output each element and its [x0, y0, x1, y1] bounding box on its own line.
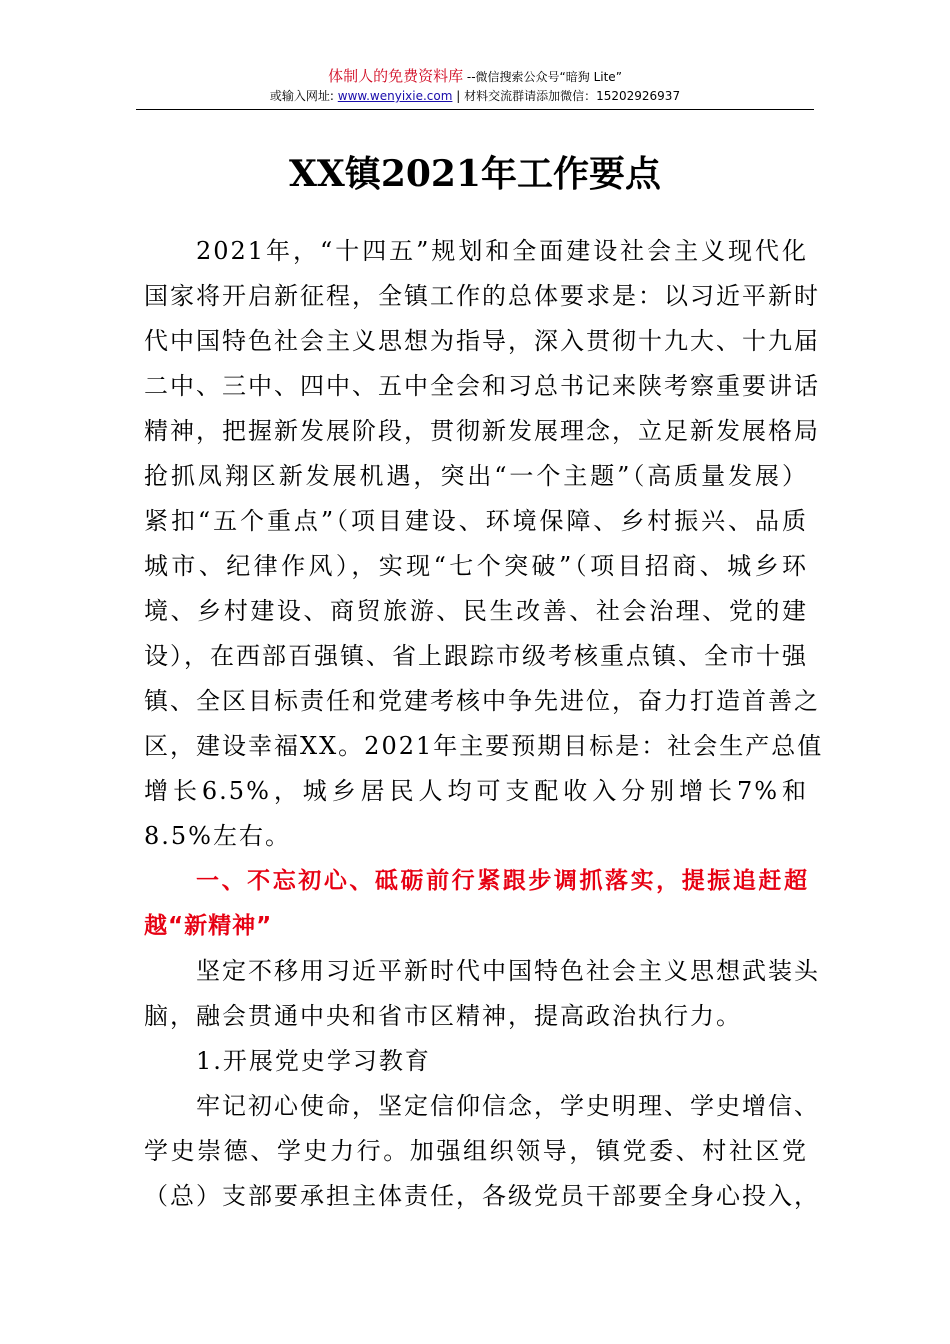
text-line: 城市、纪律作风），实现“七个突破”（项目招商、城乡环 [144, 552, 808, 580]
document-body [144, 229, 824, 1219]
text-line: 紧扣“五个重点”（项目建设、环境保障、乡村振兴、品质 [144, 507, 808, 535]
header-note: --微信搜索公众号“暗狗 Lite” [463, 70, 622, 84]
header-line-1 [136, 66, 814, 87]
intro-paragraph [144, 229, 824, 859]
text-line: 镇、全区目标责任和党建考核中争先进位，奋力打造首善之 [144, 687, 820, 715]
text-line: 精神，把握新发展阶段，贯彻新发展理念，立足新发展格局 [144, 417, 820, 445]
header-website-link[interactable]: www.wenyixie.com [337, 89, 453, 103]
text-line: 牢记初心使命，坚定信仰信念，学史明理、学史增信、 [196, 1092, 820, 1120]
text-line: 抢抓凤翔区新发展机遇，突出“一个主题”（高质量发展） [144, 462, 808, 490]
header-divider [136, 109, 814, 110]
heading-line: 一、不忘初心、砥砺前行紧跟步调抓落实，提振追赶超 [196, 868, 808, 894]
subsection-1-paragraph [144, 1084, 820, 1219]
header-line2-suffix: | 材料交流群请添加微信：15202926937 [452, 89, 681, 103]
text-line: 区，建设幸福XX。2021年主要预期目标是：社会生产总值 [144, 732, 824, 760]
subheading-text: 1.开展党史学习教育 [196, 1047, 431, 1075]
page-header [136, 66, 814, 105]
text-line: 境、乡村建设、商贸旅游、民生改善、社会治理、党的建 [144, 597, 808, 625]
text-line: 学史崇德、学史力行。加强组织领导，镇党委、村社区党 [144, 1137, 808, 1165]
header-line2-prefix: 或输入网址: [269, 89, 338, 103]
text-line: （总）支部要承担主体责任，各级党员干部要全身心投入， [144, 1182, 820, 1210]
text-line: 8.5%左右。 [144, 822, 291, 850]
header-brand: 体制人的免费资料库 [328, 67, 464, 85]
heading-line: 越“新精神” [144, 913, 273, 939]
document-title: XX镇2021年工作要点 [288, 153, 662, 195]
subheading-1 [144, 1039, 808, 1084]
text-line: 脑，融会贯通中央和省市区精神，提高政治执行力。 [144, 1002, 742, 1030]
text-line: 代中国特色社会主义思想为指导，深入贯彻十九大、十九届 [144, 327, 820, 355]
text-line: 增长6.5%，城乡居民人均可支配收入分别增长7%和 [144, 777, 808, 805]
text-line: 坚定不移用习近平新时代中国特色社会主义思想武装头 [196, 957, 820, 985]
text-line: 设），在西部百强镇、省上跟踪市级考核重点镇、全市十强 [144, 642, 808, 670]
text-line: 国家将开启新征程，全镇工作的总体要求是：以习近平新时 [144, 282, 820, 310]
section-1-heading [144, 859, 808, 949]
text-line: 二中、三中、四中、五中全会和习总书记来陕考察重要讲话 [144, 372, 820, 400]
section-1-paragraph [144, 949, 820, 1039]
header-line-2 [136, 87, 814, 105]
text-line: 2021年，“十四五”规划和全面建设社会主义现代化 [196, 237, 808, 265]
